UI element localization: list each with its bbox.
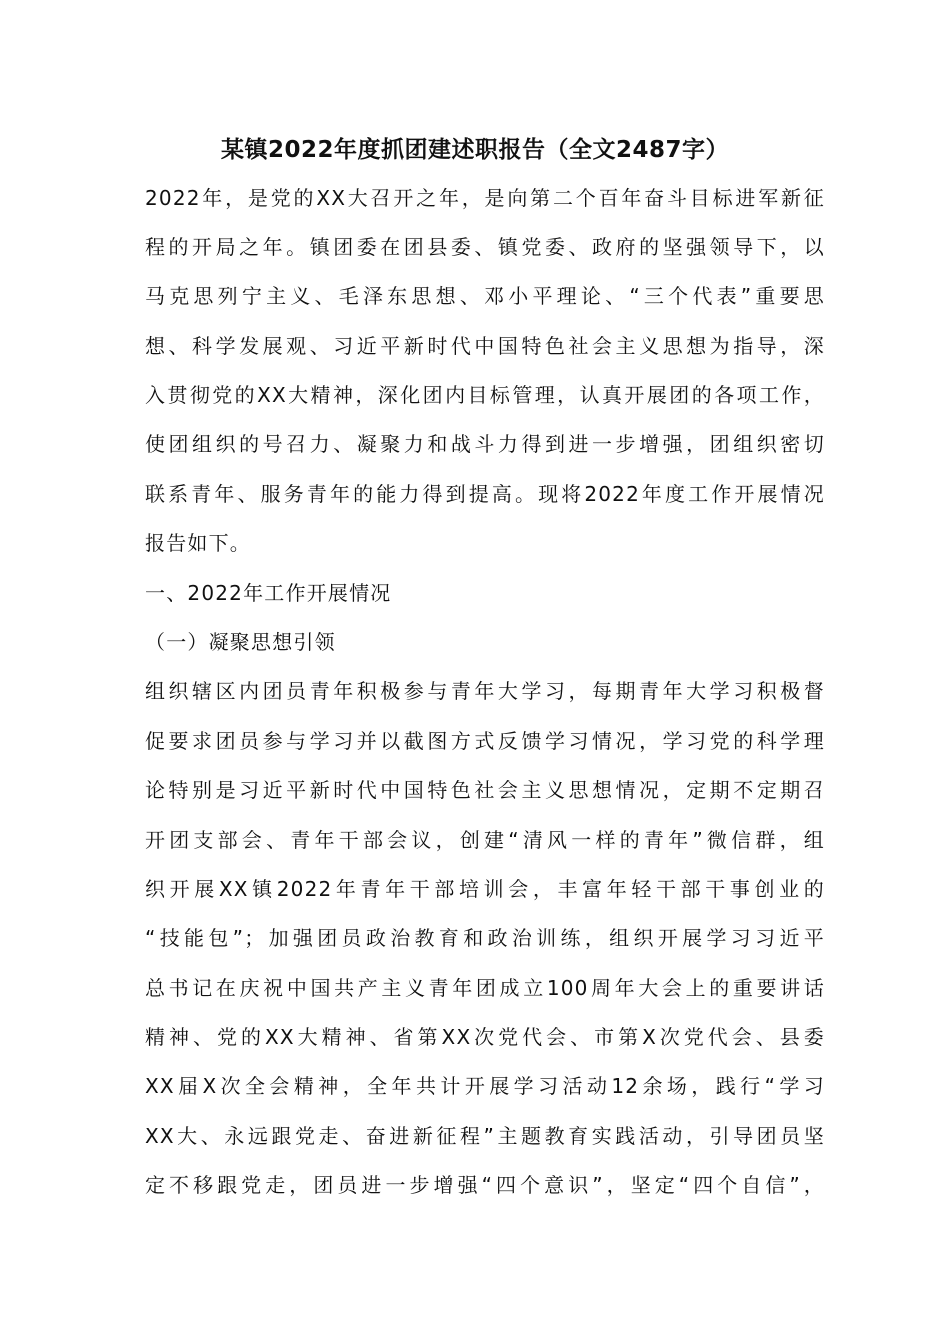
subsection-heading: （一）凝聚思想引领 xyxy=(145,630,336,654)
body-line: 定不移跟党走，团员进一步增强“四个意识”，坚定“四个自信”， xyxy=(145,1173,825,1197)
body-line: 2022年，是党的XX大召开之年，是向第二个百年奋斗目标进军新征 xyxy=(145,186,825,210)
body-line: 入贯彻党的XX大精神，深化团内目标管理，认真开展团的各项工作， xyxy=(145,383,825,407)
document-title: 某镇2022年度抓团建述职报告（全文2487字） xyxy=(220,137,730,163)
body-line: 论特别是习近平新时代中国特色社会主义思想情况，定期不定期召 xyxy=(145,778,825,802)
section-heading: 一、2022年工作开展情况 xyxy=(145,581,392,605)
body-line: 马克思列宁主义、毛泽东思想、邓小平理论、“三个代表”重要思 xyxy=(145,284,825,308)
body-line: 报告如下。 xyxy=(145,531,251,555)
body-line: “技能包”；加强团员政治教育和政治训练，组织开展学习习近平 xyxy=(145,926,825,950)
body-line: XX大、永远跟党走、奋进新征程”主题教育实践活动，引导团员坚 xyxy=(145,1124,825,1148)
body-line: 联系青年、服务青年的能力得到提高。现将2022年度工作开展情况 xyxy=(145,482,825,506)
body-line: 精神、党的XX大精神、省第XX次党代会、市第X次党代会、县委 xyxy=(145,1025,825,1049)
body-line: 组织辖区内团员青年积极参与青年大学习，每期青年大学习积极督 xyxy=(145,679,825,703)
body-line: 开团支部会、青年干部会议，创建“清风一样的青年”微信群，组 xyxy=(145,828,825,852)
body-line: 织开展XX镇2022年青年干部培训会，丰富年轻干部干事创业的 xyxy=(145,877,825,901)
body-line: 总书记在庆祝中国共产主义青年团成立100周年大会上的重要讲话 xyxy=(145,976,825,1000)
body-line: XX届X次全会精神，全年共计开展学习活动12余场，践行“学习 xyxy=(145,1074,825,1098)
body-line: 促要求团员参与学习并以截图方式反馈学习情况，学习党的科学理 xyxy=(145,729,825,753)
body-line: 想、科学发展观、习近平新时代中国特色社会主义思想为指导，深 xyxy=(145,334,825,358)
body-line: 程的开局之年。镇团委在团县委、镇党委、政府的坚强领导下，以 xyxy=(145,235,825,259)
body-line: 使团组织的号召力、凝聚力和战斗力得到进一步增强，团组织密切 xyxy=(145,432,825,456)
